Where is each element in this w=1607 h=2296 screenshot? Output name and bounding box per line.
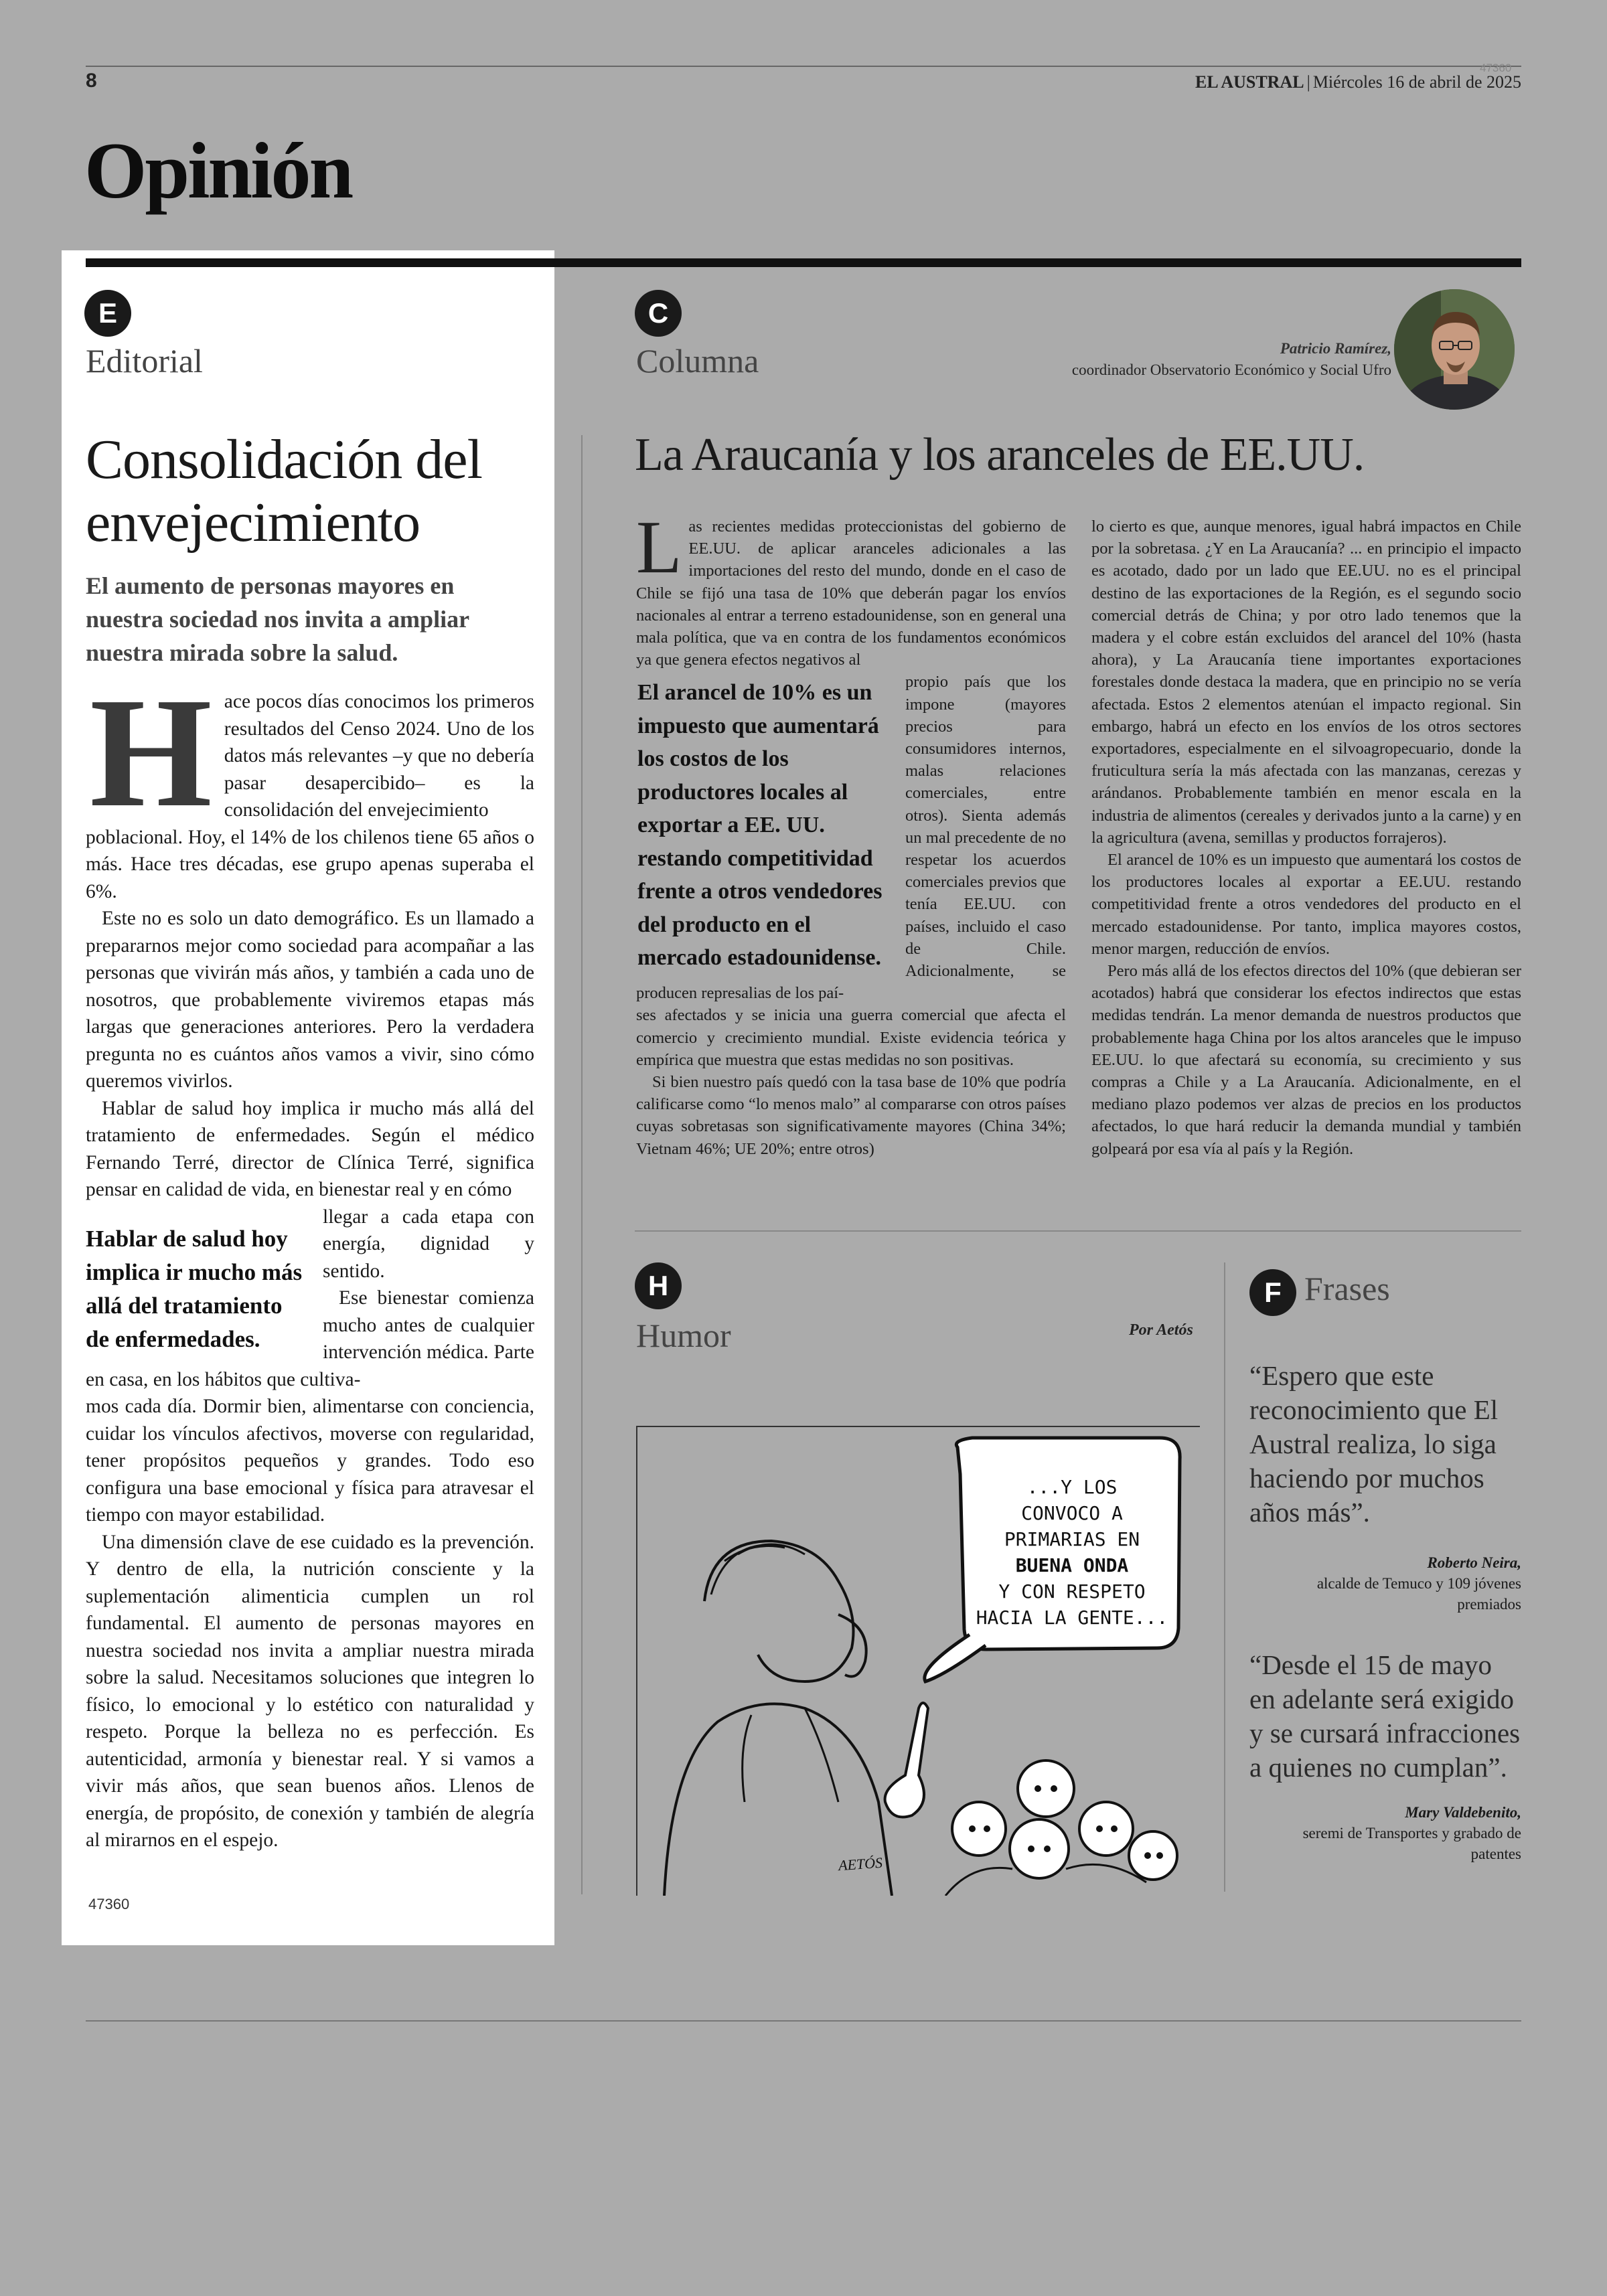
column-paragraph-2: Si bien nuestro país quedó con la tasa base de 10% que podría calificarse como “lo menos malo” al compararse con otros países cuyas sobretasas son significativamente mayores (China 34%; Vietnam 46%; UE 20%; entre otros) bbox=[636, 1073, 1066, 1158]
column-bottom-rule bbox=[635, 1230, 1521, 1232]
humor-cartoon bbox=[636, 1426, 1200, 1896]
speech-line-2: CONVOCO A bbox=[1021, 1502, 1123, 1524]
editorial-paragraph-5: Una dimensión clave de ese cuidado es la prevención. Y dentro de ella, la nutrición consciente y la suplementación alimenticia cumplen un rol fundamental. El aumento de personas mayores en nuestra sociedad nos invita a ampliar nuestra mirada sobre la salud. Necesitamos soluciones que integren lo físico, lo emocional y lo estético con naturalidad y respeto. Porque la belleza no es perfección. Es autenticidad, armonía y bienestar real. Y si vamos a vivir más años, que sean buenos años. Llenos de energía, de propósito, de conexión y también de alegría al mirarnos en el espejo. bbox=[86, 1531, 534, 1851]
header-dateline bbox=[1195, 72, 1521, 92]
frases-quote-1-text: “Espero que este reconocimiento que El Austral realiza, lo siga haciendo por muchos años más”. bbox=[1249, 1360, 1499, 1528]
editorial-footer-code: 47360 bbox=[88, 1896, 130, 1912]
column-paragraph-1-top: as recientes medidas proteccionistas del gobierno de EE.UU. de aplicar aranceles adicionales a las importaciones del resto del mundo, donde en el caso de Chile se fijó una tasa de 10% que deberán pagar los envíos nacionales al entrar a terreno estadounidense, son en general una mala política, que va en contra de los fundamentos económicos ya que genera efectos negativos al bbox=[636, 517, 1066, 669]
cartoon-signature: AETÓS bbox=[838, 1854, 883, 1874]
column-headline: La Araucanía y los aranceles de EE.UU. bbox=[635, 429, 1365, 481]
editorial-label: Editorial bbox=[86, 342, 203, 380]
column-drop-cap: L bbox=[636, 506, 682, 589]
editorial-pullquote: Hablar de salud hoy implica ir mucho más allá del tratamiento de enfermedades. bbox=[86, 1225, 303, 1352]
humor-frases-divider bbox=[1224, 1262, 1225, 1892]
column-pullquote: El arancel de 10% es un impuesto que aumentará los costos de los productores locales al exportar a EE. UU. restando competitividad frente a otros vendedores del producto en el mercado estadounidense. bbox=[637, 680, 883, 971]
editorial-paragraph-2: Este no es solo un dato demográfico. Es un llamado a prepararnos mejor como sociedad para acompañar a las personas que vivirán más años, y también a cada uno de nosotros, que probablemente viviremos etapas más largas que generaciones anteriores. Pero la verdadera pregunta no es cuántos años vamos a vivir, sino cómo queremos vivirlos. bbox=[86, 908, 534, 1092]
editorial-paragraph-3-side: llegar a cada etapa con energía, dignidad y sentido. bbox=[323, 1206, 534, 1282]
editorial-paragraph-1a: ace pocos días conocimos los primeros resultados del Censo 2024. Uno de los datos más relevantes –y que no debería pasar desapercibido– es la consolidación del envejecimiento bbox=[224, 691, 534, 821]
frases-quote-1-author: Roberto Neira, bbox=[1427, 1554, 1521, 1571]
editorial-thick-rule bbox=[86, 258, 554, 267]
editorial-paragraph-4-side: Ese bienestar comienza mucho antes de cualquier intervención médica. Parte en casa, en los hábitos que cultiva- bbox=[86, 1287, 534, 1390]
column-paragraph-5: Pero más allá de los efectos directos del 10% (que debieran ser acotados) habrá que considerar los efectos indirectos que estas medidas tendrán. La menor demanda de nuestros productos que probablemente haga China por los altos aranceles que le impuso EE.UU. lo que afectará su economía, su crecimiento y sus compras a Chile y a La Araucanía. Adicionalmente, en el mediano plazo podemos ver alzas de precios en los productos afectados, lo que hará reducir la demanda mundial y también golpeará por esa vía al país y la Región. bbox=[1091, 962, 1521, 1158]
editorial-headline: Consolidación del envejecimiento bbox=[86, 428, 482, 554]
speech-line-5: Y CON RESPETO bbox=[998, 1580, 1146, 1603]
page-bottom-rule bbox=[86, 2020, 1521, 2022]
speech-line-6: HACIA LA GENTE... bbox=[976, 1607, 1168, 1629]
column-text-right bbox=[1091, 515, 1521, 1160]
page-number: 8 bbox=[86, 70, 97, 92]
column-text-left bbox=[636, 506, 1066, 1160]
frases-quote-2 bbox=[1249, 1648, 1521, 1864]
publication-date: Miércoles 16 de abril de 2025 bbox=[1312, 72, 1521, 92]
header-top-rule bbox=[86, 66, 1521, 67]
column-paragraph-3: lo cierto es que, aunque menores, igual habrá impactos en Chile por la sobretasa. ¿Y en La Araucanía? ... en principio el impacto es acotado, dado por un lado que EE.UU. no es el principal destino de las exportaciones de la Región, es el segundo socio comercial detrás de China; y por otro lado tenemos que la madera y el cobre están excluidos del arancel del 10% (hasta ahora), y La Araucanía tiene importantes exportaciones forestales donde destaca la madera, que en principio no se vería afectada. Estos 2 elementos atenúan el impacto regional. Sin embargo, habrá un efecto en los envíos de los otros sectores exportadores, especialmente en el silvoagropecuario, donde la fruticultura sería la más afectada con las manzanas, cerezas y arándanos. Probablemente también en menor escala en la industria de alimentos (cereales y derivados junto a la carne) y en la agricultura (avena, semillas y productos forrajeros). bbox=[1091, 517, 1521, 847]
column-vertical-rule bbox=[581, 435, 583, 1894]
column-author-byline bbox=[1072, 340, 1391, 379]
humor-byline: Por Aetós bbox=[1129, 1321, 1193, 1339]
editorial-paragraph-3: Hablar de salud hoy implica ir mucho más allá del tratamiento de enfermedades. Según el médico Fernando Terré, director de Clínica Terré, significa pensar en calidad de vida, en bienestar real y en cómo bbox=[86, 1097, 534, 1200]
header-stamp: 47360 bbox=[1480, 62, 1512, 74]
frases-label: Frases bbox=[1304, 1270, 1390, 1307]
column-author-name: Patricio Ramírez, bbox=[1280, 340, 1391, 357]
editorial-drop-cap: H bbox=[90, 665, 212, 839]
column-author-role: coordinador Observatorio Económico y Social Ufro bbox=[1071, 361, 1391, 378]
column-label: Columna bbox=[636, 342, 759, 380]
publication-name: EL AUSTRAL bbox=[1195, 72, 1304, 92]
dateline-separator: | bbox=[1306, 72, 1310, 92]
frases-quote-2-text: “Desde el 15 de mayo en adelante será exigido y se cursará infracciones a quienes no cumplan”. bbox=[1249, 1649, 1521, 1783]
author-portrait-icon bbox=[1394, 289, 1515, 410]
column-paragraph-4: El arancel de 10% es un impuesto que aumentará los costos de los productores locales al exportar a EE.UU. restando competitividad frente a otros vendedores del producto en el mercado estadounidense. Por tanto, implica mayores costos, menor margen, reducción de envíos. bbox=[1091, 851, 1521, 958]
frases-quote-1 bbox=[1249, 1359, 1521, 1615]
editorial-deck: El aumento de personas mayores en nuestra sociedad nos invita a ampliar nuestra mirada sobre la salud. bbox=[86, 572, 469, 666]
speech-line-3: PRIMARIAS EN bbox=[1004, 1528, 1140, 1550]
author-photo bbox=[1394, 289, 1515, 410]
column-badge-icon: C bbox=[635, 290, 682, 337]
section-title: Opinión bbox=[84, 126, 352, 215]
frases-quote-2-role: seremi de Transportes y grabado de patentes bbox=[1302, 1825, 1521, 1862]
editorial-paragraph-1b: poblacional. Hoy, el 14% de los chilenos tiene 65 años o más. Hace tres décadas, ese grupo apenas superaba el 6%. bbox=[86, 826, 534, 902]
frases-quote-2-author: Mary Valdebenito, bbox=[1405, 1804, 1521, 1821]
editorial-paragraph-4: mos cada día. Dormir bien, alimentarse con conciencia, cuidar los vínculos afectivos, moverse con regularidad, tener propósitos pequeños y grandes. Todo eso configura una base emocional y física para atravesar el tiempo con mayor estabilidad. bbox=[86, 1396, 534, 1526]
speech-line-4: BUENA ONDA bbox=[1015, 1554, 1129, 1576]
column-paragraph-1-side: propio país que los impone (mayores precios para consumidores internos, malas relaciones comerciales, entre otros). Sienta además un mal precedente de no respetar los acuerdos comerciales previos que tenía EE.UU. con países, incluido el caso de Chile. Adicionalmente, se producen represalias de los paí- bbox=[636, 673, 1066, 1003]
frases-quote-1-role: alcalde de Temuco y 109 jóvenes premiados bbox=[1316, 1575, 1521, 1613]
editorial-body bbox=[86, 665, 534, 1854]
editorial-badge-icon: E bbox=[84, 290, 131, 337]
frases-badge-icon: F bbox=[1249, 1269, 1296, 1316]
humor-badge-icon: H bbox=[635, 1262, 682, 1309]
cartoon-speech-text bbox=[966, 1474, 1178, 1631]
column-paragraph-1-rest: ses afectados y se inicia una guerra comercial que afecta el comercio y crecimiento mundial. Existe evidencia teórica y empírica que muestra que estas medidas no son positivas. bbox=[636, 1006, 1066, 1069]
humor-label: Humor bbox=[636, 1317, 731, 1354]
speech-line-1: ...Y LOS bbox=[1026, 1476, 1118, 1498]
